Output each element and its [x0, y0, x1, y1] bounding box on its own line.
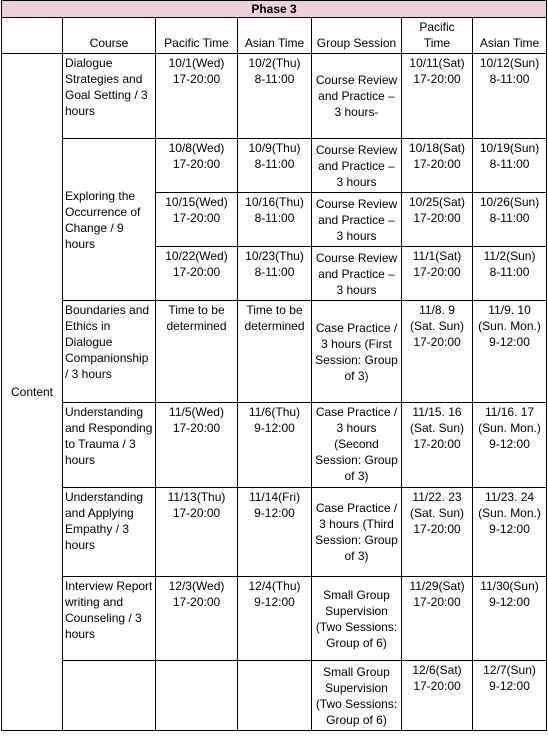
- course-name: [63, 661, 156, 731]
- gs-asian-time-cell: 11/23. 24 (Sun. Mon.) 9-12:00: [473, 488, 547, 577]
- gs-pacific-time-cell: 11/22. 23 (Sat. Sun) 17-20:00: [402, 488, 473, 577]
- header-row: [2, 18, 547, 54]
- asian-time-cell: 10/23(Thu) 8-11:00: [238, 247, 312, 301]
- group-session-cell: Course Review and Practice – 3 hours: [312, 193, 402, 247]
- gs-pacific-time-cell: 11/29(Sat) 17-20:00: [402, 577, 473, 661]
- asian-time-cell: 12/4(Thu) 9-12:00: [238, 577, 312, 661]
- header-asian-time: Asian Time: [238, 18, 312, 54]
- asian-time-cell: 10/9(Thu) 8-11:00: [238, 139, 312, 193]
- asian-time-cell: 10/16(Thu) 8-11:00: [238, 193, 312, 247]
- table-row: [2, 301, 547, 403]
- content-label: Content: [2, 54, 63, 731]
- group-session-cell: Course Review and Practice – 3 hours: [312, 139, 402, 193]
- header-gs-pacific-time: Pacific Time: [402, 18, 473, 54]
- gs-pacific-time-cell: 11/15. 16 (Sat. Sun) 17-20:00: [402, 403, 473, 488]
- course-name: Interview Report writing and Counseling / 3 hours: [63, 577, 156, 661]
- group-session-cell: Small Group Supervision (Two Sessions: Group of 6): [312, 577, 402, 661]
- pacific-time-cell: 11/13(Thu) 17-20:00: [156, 488, 238, 577]
- course-name: Dialogue Strategies and Goal Setting / 3 hours: [63, 54, 156, 139]
- gs-pacific-time-cell: 10/18(Sat) 17-20:00: [402, 139, 473, 193]
- gs-asian-time-cell: 11/30(Sun) 9-12:00: [473, 577, 547, 661]
- schedule-table: [1, 0, 547, 731]
- title-row: [2, 1, 547, 18]
- gs-pacific-time-cell: 10/11(Sat) 17-20:00: [402, 54, 473, 139]
- pacific-time-cell: 11/5(Wed) 17-20:00: [156, 403, 238, 488]
- pacific-time-cell: 10/22(Wed) 17-20:00: [156, 247, 238, 301]
- pacific-time-cell: Time to be determined: [156, 301, 238, 403]
- gs-asian-time-cell: 10/26(Sun) 8-11:00: [473, 193, 547, 247]
- pacific-time-cell: 10/1(Wed) 17-20:00: [156, 54, 238, 139]
- gs-asian-time-cell: 11/2(Sun) 8-11:00: [473, 247, 547, 301]
- pacific-time-cell: 10/8(Wed) 17-20:00: [156, 139, 238, 193]
- pacific-time-cell: 10/15(Wed) 17-20:00: [156, 193, 238, 247]
- pacific-time-cell: 12/3(Wed) 17-20:00: [156, 577, 238, 661]
- group-session-cell: Small Group Supervision (Two Sessions: Group of 6): [312, 661, 402, 731]
- gs-asian-time-cell: 10/12(Sun) 8-11:00: [473, 54, 547, 139]
- group-session-cell: Course Review and Practice – 3 hours: [312, 247, 402, 301]
- course-name: Understanding and Applying Empathy / 3 hours: [63, 488, 156, 577]
- table-row: [2, 54, 547, 139]
- asian-time-cell: 11/6(Thu) 9-12:00: [238, 403, 312, 488]
- group-session-cell: Case Practice / 3 hours (First Session: Group of 3): [312, 301, 402, 403]
- gs-asian-time-cell: 10/19(Sun) 8-11:00: [473, 139, 547, 193]
- table-row: [2, 488, 547, 577]
- course-name: Understanding and Responding to Trauma / 3 hours: [63, 403, 156, 488]
- gs-pacific-time-cell: 11/8. 9 (Sat. Sun) 17-20:00: [402, 301, 473, 403]
- course-name: Exploring the Occurrence of Change / 9 hours: [63, 139, 156, 301]
- asian-time-cell: 10/2(Thu) 8-11:00: [238, 54, 312, 139]
- table-row: [2, 661, 547, 731]
- asian-time-cell: 11/14(Fri) 9-12:00: [238, 488, 312, 577]
- header-pacific-time: Pacific Time: [156, 18, 238, 54]
- group-session-cell: Case Practice / 3 hours (Second Session: Group of 3): [312, 403, 402, 488]
- header-group-session: Group Session: [312, 18, 402, 54]
- phase-title: Phase 3: [2, 1, 547, 18]
- table-row: [2, 577, 547, 661]
- group-session-cell: Course Review and Practice – 3 hours-: [312, 54, 402, 139]
- table-row: [2, 403, 547, 488]
- header-blank: [2, 18, 63, 54]
- gs-pacific-time-cell: 11/1(Sat) 17-20:00: [402, 247, 473, 301]
- gs-pacific-time-cell: 10/25(Sat) 17-20:00: [402, 193, 473, 247]
- gs-pacific-time-cell: 12/6(Sat) 17-20:00: [402, 661, 473, 731]
- group-session-cell: Case Practice / 3 hours (Third Session: Group of 3): [312, 488, 402, 577]
- gs-asian-time-cell: 11/9. 10 (Sun. Mon.) 9-12:00: [473, 301, 547, 403]
- header-gs-asian-time: Asian Time: [473, 18, 547, 54]
- asian-time-cell: Time to be determined: [238, 301, 312, 403]
- gs-asian-time-cell: 11/16. 17 (Sun. Mon.) 9-12:00: [473, 403, 547, 488]
- header-course: Course: [63, 18, 156, 54]
- asian-time-cell: [238, 661, 312, 731]
- table-row: [2, 139, 547, 193]
- pacific-time-cell: [156, 661, 238, 731]
- gs-asian-time-cell: 12/7(Sun) 9-12:00: [473, 661, 547, 731]
- course-name: Boundaries and Ethics in Dialogue Companionship / 3 hours: [63, 301, 156, 403]
